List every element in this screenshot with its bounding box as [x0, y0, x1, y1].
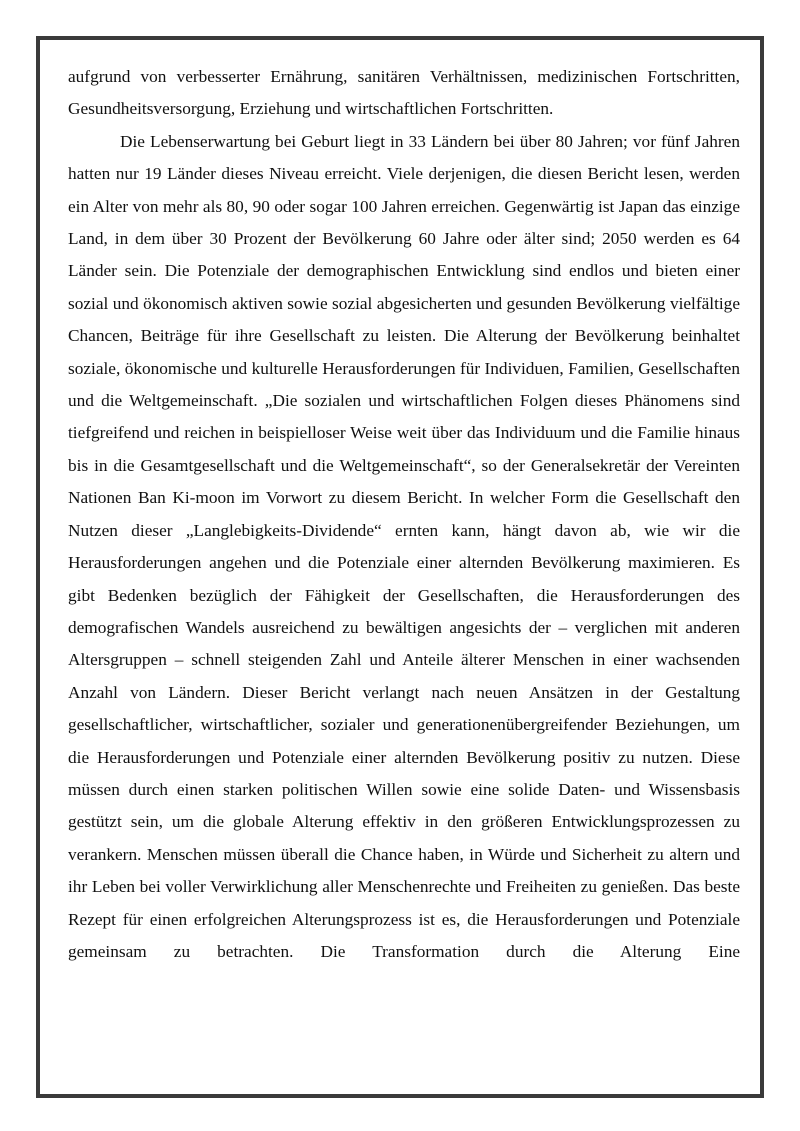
document-body — [68, 61, 740, 968]
page-border-frame — [36, 36, 764, 1098]
paragraph-life-expectancy: Die Lebenserwartung bei Geburt liegt in 33 Ländern bei über 80 Jahren; vor fünf Jahren hatten nur 19 Länder dieses Niveau erreicht. Viele derjenigen, die diesen Bericht lesen, werden ein Alter von mehr als 80, 90 oder sogar 100 Jahren erreichen. Gegenwärtig ist Japan das einzige Land, in dem über 30 Prozent der Bevölkerung 60 Jahre oder älter sind; 2050 werden es 64 Länder sein. Die Potenziale der demographischen Entwicklung sind endlos und bieten einer sozial und ökonomisch aktiven sowie sozial abgesicherten und gesunden Bevölkerung vielfältige Chancen, Beiträge für ihre Gesellschaft zu leisten. Die Alterung der Bevölkerung beinhaltet soziale, ökonomische und kulturelle Herausforderungen für Individuen, Familien, Gesellschaften und die Weltgemeinschaft. „Die sozialen und wirtschaftlichen Folgen dieses Phänomens sind tiefgreifend und reichen in beispielloser Weise weit über das Individuum und die Familie hinaus bis in die Gesamtgesellschaft und die Weltgemeinschaft“, so der Generalsekretär der Vereinten Nationen Ban Ki-moon im Vorwort zu diesem Bericht. In welcher Form die Gesellschaft den Nutzen dieser „Langlebigkeits-Dividende“ ernten kann, hängt davon ab, wie wir die Herausforderungen angehen und die Potenziale einer alternden Bevölkerung maximieren. Es gibt Bedenken bezüglich der Fähigkeit der Gesellschaften, die Herausforderungen des demografischen Wandels ausreichend zu bewältigen angesichts der – verglichen mit anderen Altersgruppen – schnell steigenden Zahl und Anteile älterer Menschen in einer wachsenden Anzahl von Ländern. Dieser Bericht verlangt nach neuen Ansätzen in der Gestaltung gesellschaftlicher, wirtschaftlicher, sozialer und generationenübergreifender Beziehungen, um die Herausforderungen und Potenziale einer alternden Bevölkerung positiv zu nutzen. Diese müssen durch einen starken politischen Willen sowie eine solide Daten- und Wissensbasis gestützt sein, um die globale Alterung effektiv in den größeren Entwicklungsprozessen zu verankern. Menschen müssen überall die Chance haben, in Würde und Sicherheit zu altern und ihr Leben bei voller Verwirklichung aller Menschenrechte und Freiheiten zu genießen. Das beste Rezept für einen erfolgreichen Alterungsprozess ist es, die Herausforderungen und Potenziale gemeinsam zu betrachten. Die Transformation durch die Alterung Eine — [68, 131, 740, 961]
paragraph-continuation: aufgrund von verbesserter Ernährung, sanitären Verhältnissen, medizinischen Fortschritten, Gesundheitsversorgung, Erziehung und wirtschaftlichen Fortschritten. — [68, 67, 740, 119]
